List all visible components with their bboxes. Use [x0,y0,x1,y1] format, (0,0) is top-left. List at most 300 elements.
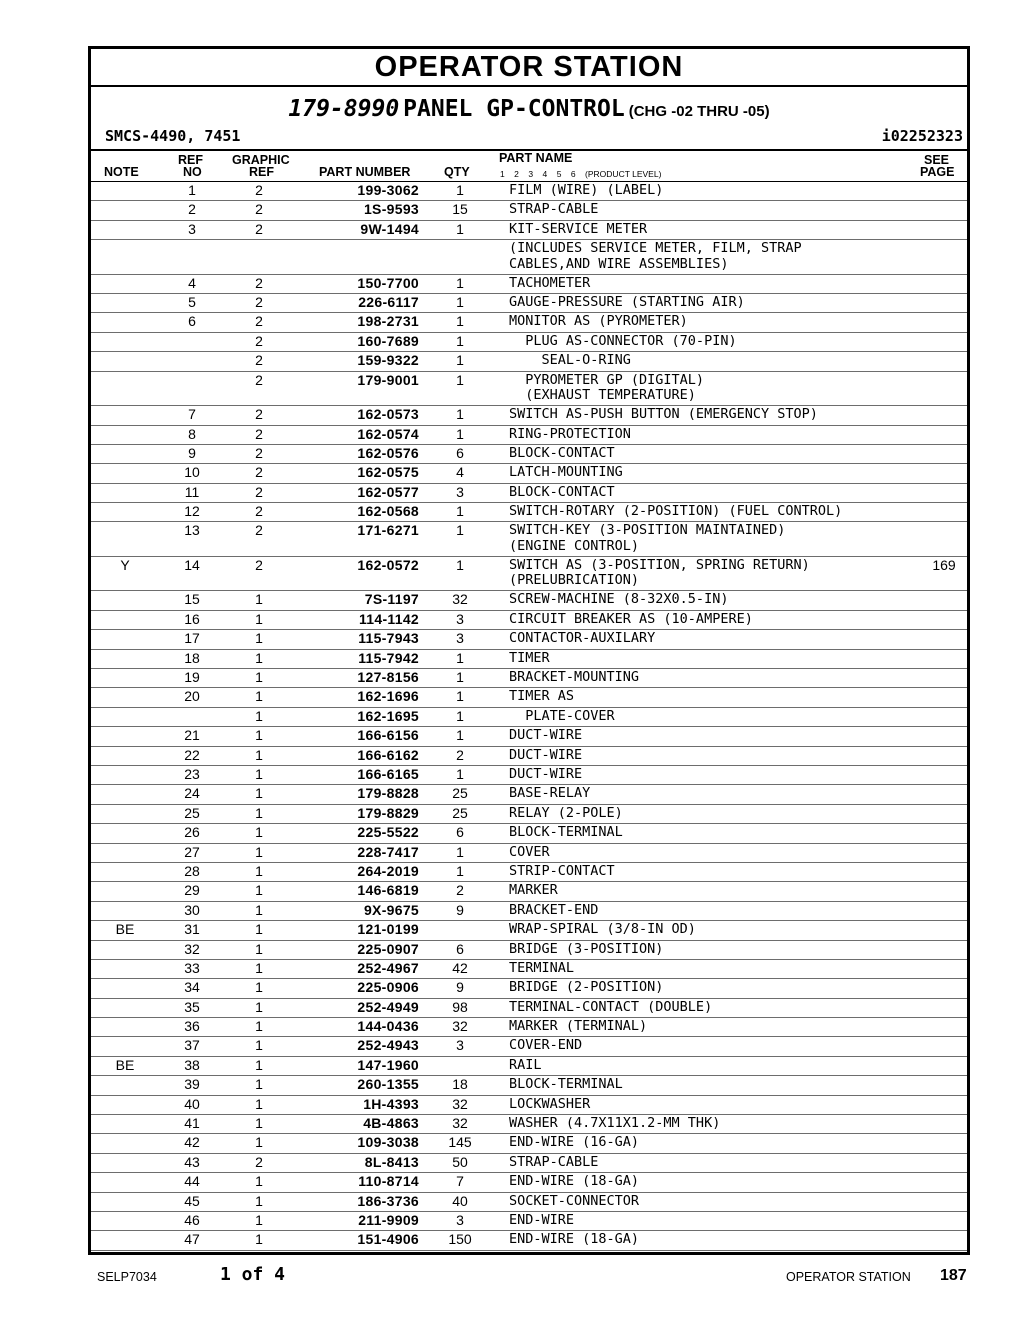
see-page-cell [921,998,967,1017]
table-row [91,406,967,425]
graphic-ref-cell: 2 [225,182,293,201]
part-name-cell: STRAP-CABLE [501,1153,921,1172]
table-row [91,940,967,959]
qty-cell: 98 [419,998,501,1017]
part-name-cell: BRACKET-END [501,901,921,920]
note-cell [91,649,159,668]
note-cell [91,727,159,746]
ref-number-cell [159,371,225,406]
qty-cell: 6 [419,940,501,959]
part-name-cell: STRAP-CABLE [501,201,921,220]
table-row [91,1153,967,1172]
page-footer [0,1262,1020,1292]
part-number-cell: 166-6156 [293,727,419,746]
qty-cell: 6 [419,444,501,463]
table-row [91,1037,967,1056]
see-page-cell [921,332,967,351]
document-id: SELP7034 [97,1270,157,1284]
see-page-cell [921,765,967,784]
table-row [91,444,967,463]
part-name-cell: BLOCK-TERMINAL [501,824,921,843]
part-name-cell: MONITOR AS (PYROMETER) [501,313,921,332]
see-page-cell [921,727,967,746]
note-cell [91,352,159,371]
note-cell [91,1037,159,1056]
note-cell [91,332,159,351]
part-name-cell: BLOCK-CONTACT [501,444,921,463]
graphic-ref-cell: 1 [225,649,293,668]
part-number-cell [293,1250,419,1255]
part-name-cell: TERMINAL-CONTACT (DOUBLE) [501,998,921,1017]
see-page-cell [921,182,967,201]
part-name-cell: MARKER (TERMINAL) [501,1018,921,1037]
qty-cell: 3 [419,630,501,649]
note-cell [91,1173,159,1192]
graphic-ref-cell: 1 [225,1115,293,1134]
see-page-cell [921,522,967,557]
ref-number-cell: 15 [159,591,225,610]
part-name-cell: BRACKET-MOUNTING [501,669,921,688]
part-number-cell: 115-7943 [293,630,419,649]
note-cell [91,862,159,881]
see-page-cell [921,669,967,688]
part-number-cell: 162-0573 [293,406,419,425]
see-page-cell [921,901,967,920]
graphic-ref-cell: 2 [225,371,293,406]
note-cell [91,998,159,1017]
ref-number-cell: 40 [159,1095,225,1114]
qty-cell: 42 [419,959,501,978]
part-number-cell: 225-0906 [293,979,419,998]
ref-number-cell [159,352,225,371]
part-name-cell: STRIP-CONTACT [501,862,921,881]
qty-cell: 1 [419,294,501,313]
graphic-ref-cell: 1 [225,707,293,726]
qty-cell [419,1056,501,1075]
qty-cell: 15 [419,201,501,220]
graphic-ref-cell: 1 [225,804,293,823]
table-row [91,332,967,351]
qty-cell: 1 [419,352,501,371]
note-cell [91,240,159,275]
part-number-cell: 1H-4393 [293,1095,419,1114]
note-cell: BE [91,921,159,940]
ref-number-cell: 37 [159,1037,225,1056]
see-page-cell [921,483,967,502]
table-row [91,483,967,502]
illustration-id: i02252323 [881,127,963,145]
part-name-cell: PLATE-COVER [501,707,921,726]
ref-number-cell: 39 [159,1076,225,1095]
part-number-cell: 264-2019 [293,862,419,881]
col-graphic-ref-top: GRAPHIC [232,153,290,167]
ref-number-cell: 25 [159,804,225,823]
col-graphic-ref-bottom: REF [249,165,274,179]
note-cell [91,1231,159,1250]
qty-cell: 7 [419,1173,501,1192]
part-name-cell: BLOCK-CONTACT [501,483,921,502]
part-number-cell: 179-8829 [293,804,419,823]
part-name-cell: END-WIRE (18-GA) [501,1173,921,1192]
part-name-cell: KIT-SERVICE METER [501,220,921,239]
note-cell [91,406,159,425]
qty-cell [419,240,501,275]
see-page-cell [921,240,967,275]
graphic-ref-cell: 2 [225,483,293,502]
smcs-code: SMCS-4490, 7451 [105,127,241,145]
ref-number-cell: 45 [159,1192,225,1211]
ref-number-cell: 19 [159,669,225,688]
qty-cell: 32 [419,1095,501,1114]
ref-number-cell: 4 [159,274,225,293]
ref-number-cell: 29 [159,882,225,901]
graphic-ref-cell: 1 [225,1211,293,1230]
table-row [91,707,967,726]
part-name-cell: RELAY (2-POLE) [501,804,921,823]
graphic-ref-cell: 1 [225,630,293,649]
qty-cell: 1 [419,765,501,784]
note-cell [91,824,159,843]
part-name-cell: PLUG AS-CONNECTOR (70-PIN) [501,332,921,351]
table-row [91,1173,967,1192]
ref-number-cell: 38 [159,1056,225,1075]
col-part-number: PART NUMBER [319,165,411,179]
see-page-cell [921,406,967,425]
ref-number-cell [159,240,225,275]
table-row [91,352,967,371]
qty-cell: 4 [419,464,501,483]
ref-number-cell: 28 [159,862,225,881]
part-number-cell: 8L-8413 [293,1153,419,1172]
note-cell [91,371,159,406]
ref-number-cell: 27 [159,843,225,862]
see-page-cell [921,610,967,629]
col-ref-no-top: REF [178,153,203,167]
qty-cell: 9 [419,979,501,998]
table-row [91,503,967,522]
see-page-cell [921,649,967,668]
part-number-cell: 147-1960 [293,1056,419,1075]
graphic-ref-cell: 2 [225,556,293,591]
see-page-cell [921,274,967,293]
qty-cell: 1 [419,688,501,707]
table-row [91,1056,967,1075]
part-name-cell: LATCH-MOUNTING [501,464,921,483]
graphic-ref-cell: 1 [225,940,293,959]
part-name-cell: CIRCUIT BREAKER AS (10-AMPERE) [501,610,921,629]
graphic-ref-cell: 1 [225,882,293,901]
part-number-cell: 7S-1197 [293,591,419,610]
part-number-cell: 4B-4863 [293,1115,419,1134]
graphic-ref-cell: 1 [225,785,293,804]
table-row [91,785,967,804]
graphic-ref-cell: 1 [225,862,293,881]
part-number-cell: 1S-9593 [293,201,419,220]
footer-section: OPERATOR STATION [786,1270,911,1284]
graphic-ref-cell: 2 [225,352,293,371]
part-name-cell: TIMER AS [501,688,921,707]
note-cell [91,1018,159,1037]
part-number-cell: 228-7417 [293,843,419,862]
ref-number-cell: 18 [159,649,225,668]
ref-number-cell: 31 [159,921,225,940]
table-row [91,843,967,862]
see-page-cell [921,503,967,522]
qty-cell: 2 [419,746,501,765]
see-page-cell: 169 [921,556,967,591]
part-name-cell: WRAP-SPIRAL (3/8-IN OD) [501,921,921,940]
note-cell [91,940,159,959]
parts-table [91,182,967,1255]
graphic-ref-cell: 2 [225,220,293,239]
see-page-cell [921,313,967,332]
ref-number-cell: 32 [159,940,225,959]
ref-number-cell: 8 [159,425,225,444]
note-cell [91,630,159,649]
ref-number-cell: 22 [159,746,225,765]
part-name-cell: SOCKET-CONNECTOR [501,1192,921,1211]
part-name-cell: (INCLUDES SERVICE METER, FILM, STRAP CABLES,AND WIRE ASSEMBLIES) [501,240,921,275]
graphic-ref-cell [225,240,293,275]
note-cell [91,425,159,444]
table-row [91,669,967,688]
part-name-cell: CONTACTOR-AUXILARY [501,630,921,649]
part-number-cell: 179-9001 [293,371,419,406]
note-cell [91,1192,159,1211]
graphic-ref-cell: 1 [225,1095,293,1114]
note-cell [91,220,159,239]
part-name-cell: BRIDGE (3-POSITION) [501,940,921,959]
table-row [91,464,967,483]
part-name-cell: GAUGE-PRESSURE (STARTING AIR) [501,294,921,313]
group-part-number: 179-8990 [288,96,400,122]
part-name-cell: BRIDGE (2-POSITION) [501,979,921,998]
see-page-cell [921,979,967,998]
part-number-cell: 198-2731 [293,313,419,332]
note-cell [91,610,159,629]
graphic-ref-cell: 1 [225,746,293,765]
graphic-ref-cell: 1 [225,1192,293,1211]
ref-number-cell: 46 [159,1211,225,1230]
part-number-cell: 159-9322 [293,352,419,371]
part-number-cell: 9X-9675 [293,901,419,920]
see-page-cell [921,921,967,940]
col-part-name: PART NAME [499,151,573,165]
note-cell [91,707,159,726]
qty-cell: 1 [419,556,501,591]
graphic-ref-cell: 2 [225,294,293,313]
part-number-cell: 162-0572 [293,556,419,591]
note-cell [91,1153,159,1172]
ref-number-cell: 11 [159,483,225,502]
see-page-cell [921,882,967,901]
part-name-cell: END-WIRE (18-GA) [501,1231,921,1250]
table-row [91,1095,967,1114]
part-number-cell: 162-1696 [293,688,419,707]
ref-number-cell: 43 [159,1153,225,1172]
see-page-cell [921,220,967,239]
ref-number-cell: 44 [159,1173,225,1192]
part-number-cell: 225-0907 [293,940,419,959]
part-name-cell: SWITCH AS-PUSH BUTTON (EMERGENCY STOP) [501,406,921,425]
see-page-cell [921,824,967,843]
table-row [91,979,967,998]
group-heading [91,87,967,125]
table-row [91,1134,967,1153]
note-cell [91,1115,159,1134]
graphic-ref-cell: 1 [225,669,293,688]
see-page-cell [921,804,967,823]
qty-cell: 25 [419,785,501,804]
see-page-cell [921,1056,967,1075]
qty-cell: 40 [419,1192,501,1211]
qty-cell: 9 [419,901,501,920]
note-cell [91,1134,159,1153]
qty-cell: 2 [419,882,501,901]
table-row [91,824,967,843]
note-cell [91,483,159,502]
table-row [91,921,967,940]
part-number-cell: 252-4943 [293,1037,419,1056]
table-row [91,591,967,610]
table-row [91,765,967,784]
graphic-ref-cell: 1 [225,1231,293,1250]
part-name-cell: MARKER [501,882,921,901]
ref-number-cell: 14 [159,556,225,591]
page-number: 187 [940,1267,967,1284]
ref-number-cell: 10 [159,464,225,483]
see-page-cell [921,1115,967,1134]
part-number-cell: 110-8714 [293,1173,419,1192]
part-number-cell: 162-0577 [293,483,419,502]
part-name-cell: SWITCH AS (3-POSITION, SPRING RETURN) (PRELUBRICATION) [501,556,921,591]
table-row [91,1231,967,1250]
ref-number-cell: 35 [159,998,225,1017]
graphic-ref-cell: 2 [225,425,293,444]
ref-number-cell: 7 [159,406,225,425]
part-name-cell: BLOCK-TERMINAL [501,1076,921,1095]
part-name-cell: END-WIRE [501,1211,921,1230]
note-cell [91,959,159,978]
note-cell [91,274,159,293]
col-note: NOTE [104,165,139,179]
note-cell: Y [91,556,159,591]
ref-number-cell [159,707,225,726]
graphic-ref-cell: 1 [225,921,293,940]
see-page-cell [921,1153,967,1172]
table-row [91,959,967,978]
table-row [91,240,967,275]
qty-cell: 1 [419,220,501,239]
graphic-ref-cell [225,1250,293,1255]
page-of: 1 of 4 [220,1264,286,1285]
qty-cell: 1 [419,843,501,862]
table-row [91,610,967,629]
part-number-cell: 144-0436 [293,1018,419,1037]
table-row [91,630,967,649]
part-name-cell: DUCT-WIRE [501,765,921,784]
qty-cell: 18 [419,1076,501,1095]
see-page-cell [921,862,967,881]
ref-number-cell: 20 [159,688,225,707]
note-cell [91,746,159,765]
graphic-ref-cell: 1 [225,1037,293,1056]
part-number-cell: 226-6117 [293,294,419,313]
part-number-cell: 260-1355 [293,1076,419,1095]
table-row [91,425,967,444]
see-page-cell [921,1037,967,1056]
ref-number-cell: 33 [159,959,225,978]
ref-number-cell: 41 [159,1115,225,1134]
part-number-cell: 146-6819 [293,882,419,901]
note-cell [91,901,159,920]
qty-cell: 1 [419,371,501,406]
ref-number-cell: 5 [159,294,225,313]
part-number-cell: 162-0574 [293,425,419,444]
part-number-cell: 162-1695 [293,707,419,726]
table-row [91,862,967,881]
graphic-ref-cell: 1 [225,1018,293,1037]
ref-number-cell: 34 [159,979,225,998]
col-see-top: SEE [924,153,950,167]
see-page-cell [921,1192,967,1211]
part-number-cell: 151-4906 [293,1231,419,1250]
see-page-cell [921,630,967,649]
qty-cell: 1 [419,406,501,425]
parts-list-frame [88,46,970,1255]
part-number-cell: 109-3038 [293,1134,419,1153]
qty-cell: 1 [419,313,501,332]
smcs-row [91,125,967,151]
part-number-cell: 166-6165 [293,765,419,784]
col-product-level: 1 2 3 4 5 6 (PRODUCT LEVEL) [500,169,662,179]
qty-cell: 1 [419,649,501,668]
graphic-ref-cell: 1 [225,901,293,920]
ref-number-cell: 1 [159,182,225,201]
see-page-cell [921,1076,967,1095]
qty-cell: 145 [419,1134,501,1153]
part-name-cell: COVER [501,843,921,862]
table-row [91,1018,967,1037]
table-row [91,727,967,746]
part-number-cell: 179-8828 [293,785,419,804]
graphic-ref-cell: 1 [225,765,293,784]
part-name-cell: WASHER (4.7X11X1.2-MM THK) [501,1115,921,1134]
qty-cell: 3 [419,1037,501,1056]
part-number-cell: 211-9909 [293,1211,419,1230]
part-number-cell: 9W-1494 [293,220,419,239]
ref-number-cell [159,1250,225,1255]
table-row [91,901,967,920]
graphic-ref-cell: 2 [225,201,293,220]
part-number-cell: 225-5522 [293,824,419,843]
see-page-cell [921,1134,967,1153]
part-number-cell: 162-0575 [293,464,419,483]
ref-number-cell: 6 [159,313,225,332]
part-name-cell: TIMER [501,649,921,668]
column-headers [91,151,967,182]
part-name-cell: SWITCH-ROTARY (2-POSITION) (FUEL CONTROL) [501,503,921,522]
graphic-ref-cell: 1 [225,959,293,978]
part-number-cell [293,240,419,275]
table-row [91,882,967,901]
section-title: OPERATOR STATION [91,49,967,87]
see-page-cell [921,940,967,959]
table-row [91,1250,967,1255]
ref-number-cell: 21 [159,727,225,746]
qty-cell: 25 [419,804,501,823]
see-page-cell [921,1095,967,1114]
